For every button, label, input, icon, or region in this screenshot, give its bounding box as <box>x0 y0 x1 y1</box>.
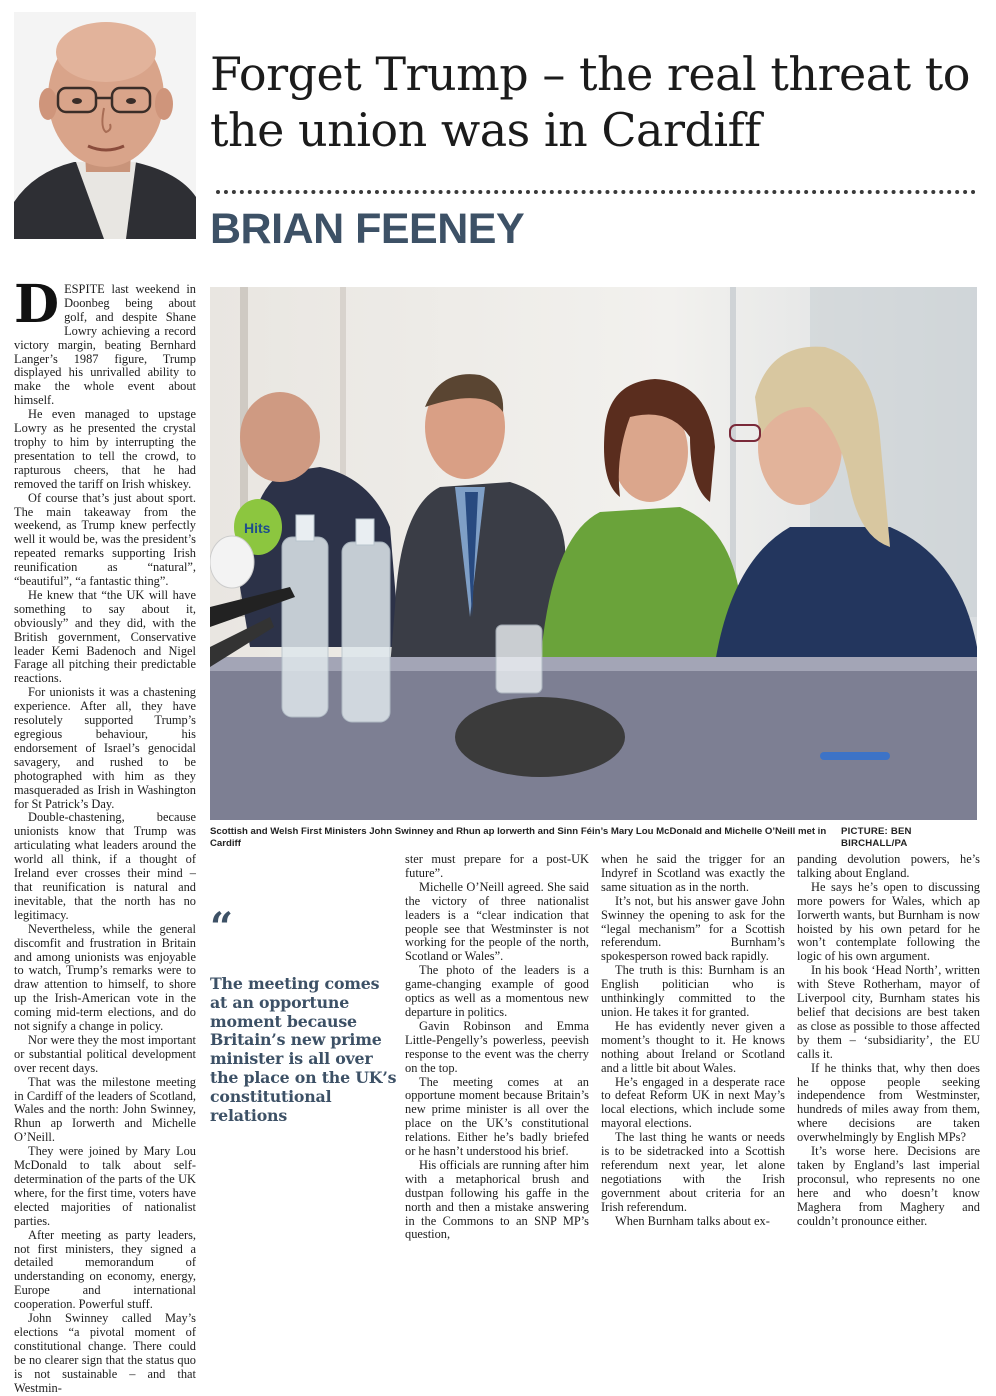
columnist-portrait <box>14 12 196 239</box>
paragraph: ster must prepare for a post-UK future”. <box>405 852 589 880</box>
photo-credit: PICTURE: BEN BIRCHALL/PA <box>841 826 912 849</box>
paragraph: He says he’s open to discussing more powers for Wales, which ap Iorwerth wants, but Burnham is now hoisted by his own petard for he won’t contemplate following the logic of his own argument. <box>797 879 980 964</box>
paragraph: Of course that’s just about sport. The main takeaway from the weekend, as Trump knew perfectly well it would be, was the president’s repeated remarks supporting Irish reunification as “natural”, “beautiful”, “a fantastic thing”. <box>14 490 196 589</box>
paragraph: He knew that “the UK will have something to say about it, obviously” and they did, with the British government, Conservative leader Kemi Badenoch and Nigel Farage all pitching their predictable reactions. <box>14 587 196 686</box>
paragraph: when he said the trigger for an Indyref in Scotland was exactly the same situation as in the north. <box>601 852 785 894</box>
photo-caption-bar <box>210 826 977 850</box>
paragraph: He even managed to upstage Lowry as he presented the crystal trophy to him by interrupting the presentation to tell the crowd, to rapturous cheers, that he had removed the tariff on Irish whiskey. <box>14 407 196 491</box>
headline-divider <box>216 190 976 194</box>
article-column-3 <box>405 853 589 1242</box>
drop-cap: D <box>14 274 60 335</box>
paragraph: They were joined by Mary Lou McDonald to talk about self-determination of the parts of the UK where, for the first time, voters have elected majorities of nationalist parties. <box>14 1144 196 1228</box>
paragraph: John Swinney called May’s elections “a pivotal moment of constitutional change. There could be no clearer sign that the status quo is not sustainable – and that Westmin- <box>14 1311 196 1395</box>
photo-caption: Scottish and Welsh First Ministers John Swinney and Rhun ap Iorwerth and Sinn Féin’s Mary Lou McDonald and Michelle O’Neill met in Cardiff <box>210 826 827 849</box>
byline: BRIAN FEENEY <box>210 205 525 253</box>
paragraph: He’s engaged in a desperate race to defeat Reform UK in next May’s local elections, which include some mayoral elections. <box>601 1074 785 1131</box>
article-photo <box>210 287 977 820</box>
paragraph: For unionists it was a chastening experience. After all, they have resolutely supported Trump’s egregious behaviour, his endorsement of Israel’s genocidal savagery, and rushed to be photographed with him as they masqueraded as Irish in Washington for St Patrick’s Day. <box>14 685 196 811</box>
article-column-5 <box>797 853 980 1228</box>
article-column-4 <box>601 853 785 1228</box>
paragraph: The meeting comes at an opportune moment because Britain’s new prime minister is all over the place on the UK’s constitutional relations. Either he’s badly briefed or he hasn’t understood his brief. <box>405 1074 589 1159</box>
paragraph: Nevertheless, while the general discomfit and frustration in Britain and among unionists was enjoyable to watch, Trump’s remarks were to draw attention to himself, to shore up the Irish-American vote in the coming mid-term elections, and do not signify a change in policy. <box>14 921 196 1034</box>
paragraph: Double-chastening, because unionists know that Trump was articulating what leaders around the world all think, if a thought of Ireland ever crosses their mind – that reunification is natural and inevitable, that the north has no legitimacy. <box>14 810 196 922</box>
press-conference-image <box>210 287 977 820</box>
paragraph: The truth is this: Burnham is an English politician who is unthinkingly committed to the union. He takes it for granted. <box>601 963 785 1019</box>
article-column-1 <box>14 274 196 1396</box>
paragraph: Nor were they the most important or substantial political development over recent days. <box>14 1032 196 1075</box>
paragraph: panding devolution powers, he’s talking about England. <box>797 852 980 880</box>
paragraph: It’s not, but his answer gave John Swinney the opening to ask for the “legal mechanism” for a Scottish referendum. Burnham’s spokesperson rowed back rapidly. <box>601 893 785 964</box>
paragraph: He has evidently never given a moment’s thought to it. He knows nothing about Ireland or Scotland and a little bit about Wales. <box>601 1018 785 1075</box>
quote-mark-icon: “ <box>210 904 234 951</box>
paragraph: ESPITE last weekend in Doonbeg being about golf, and despite Shane Lowry achieving a record victory margin, beating Bernhard Langer’s 1987 figure, Trump displayed his unrivalled ability to make the whole event about himself. <box>14 282 196 408</box>
paragraph: Gavin Robinson and Emma Little-Pengelly’s powerless, peevish response to the event was the cherry on the top. <box>405 1018 589 1075</box>
mic-flag-label: Hits <box>244 520 271 536</box>
paragraph: Michelle O’Neill agreed. She said the victory of three nationalist leaders is a “clear indication that people see that Westminster is not working for the people of the north, Scotland or Wales”. <box>405 879 589 964</box>
paragraph: The photo of the leaders is a game-changing example of good optics as well as a momentous new departure in politics. <box>405 963 589 1019</box>
headline: Forget Trump – the real threat to the union was in Cardiff <box>210 47 970 157</box>
portrait-image <box>14 12 196 239</box>
paragraph: That was the milestone meeting in Cardiff of the leaders of Scotland, Wales and the north: John Swinney, Rhun ap Iorwerth and Michelle O’Neill. <box>14 1074 196 1145</box>
paragraph: After meeting as party leaders, not first ministers, they signed a detailed memorandum of understanding on economy, energy, Europe and international cooperation. Powerful stuff. <box>14 1227 196 1312</box>
paragraph: The last thing he wants or needs is to be sidetracked into a Scottish referendum next year, let alone negotiations with the Irish government about criteria for an Irish referendum. <box>601 1130 785 1214</box>
pull-quote: The meeting comes at an opportune moment because Britain’s new prime minister is all over the place on the UK’s constitutional relations <box>210 974 397 1125</box>
paragraph: When Burnham talks about ex- <box>615 1213 770 1228</box>
paragraph: If he thinks that, why then does he oppose people seeking independence from Westminster, hundreds of miles away from them, where decisions are taken overwhelmingly by English MPs? <box>797 1060 980 1145</box>
paragraph: In his book ‘Head North’, written with Steve Rotherham, mayor of Liverpool city, Burnham states his belief that decisions are best taken as close as possible to those affected by them – ‘subsidiarity’, the EU calls it. <box>797 963 980 1061</box>
paragraph: His officials are running after him with a metaphorical brush and dustpan following his gaffe in the north and then a mistake answering in the Commons to an SNP MP’s question, <box>405 1157 589 1242</box>
paragraph: It’s worse here. Decisions are taken by England’s last imperial proconsul, who represents no one here and who doesn’t know Maghera from Maghery and couldn’t pronounce either. <box>797 1144 980 1228</box>
